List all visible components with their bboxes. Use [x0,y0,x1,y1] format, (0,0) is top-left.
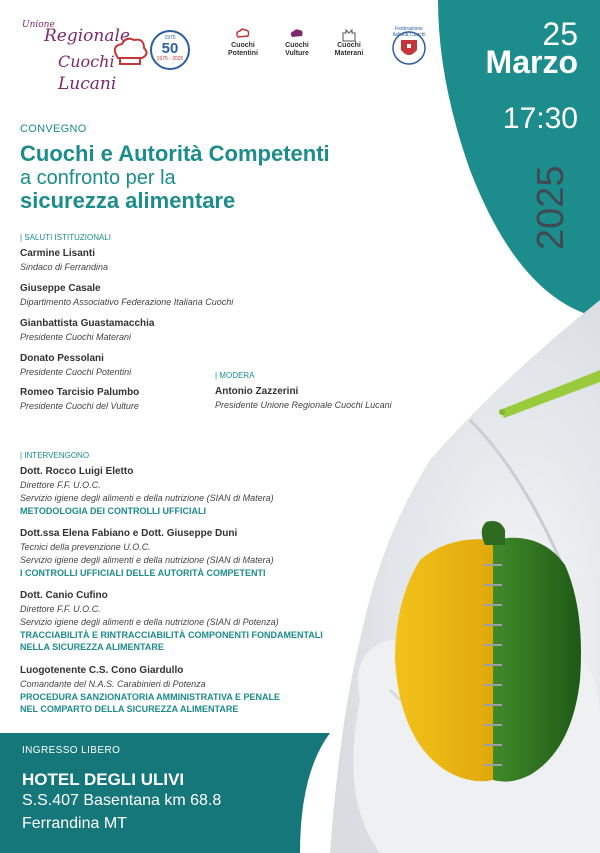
speaker-role: Direttore F.F. U.O.C. [20,604,101,614]
person-name: Carmine Lisanti [20,248,96,259]
person-role: Presidente Cuochi Potentini [20,367,132,377]
speaker [20,589,323,653]
person-role: Dipartimento Associativo Federazione Italiana Cuochi [20,297,234,307]
speaker-topic-cont: NELLA SICUREZZA ALIMENTARE [20,642,164,652]
saluti-person [20,247,108,274]
speaker-topic: TRACCIABILITÀ E RINTRACCIABILITÀ COMPONENTI FONDAMENTALI [20,630,323,640]
event-title-line2: a confronto per la [20,167,176,189]
speaker-role: Tecnici della prevenzione U.O.C. [20,542,151,552]
event-kicker: CONVEGNO [20,123,87,135]
speaker-topic: PROCEDURA SANZIONATORIA AMMINISTRATIVA E PENALE [20,692,281,702]
person-name: Romeo Tarcisio Palumbo [20,387,140,398]
logo-text-lucani: Lucani [58,74,117,94]
event-title-line3: sicurezza alimentare [20,188,236,213]
event-title-line1: Cuochi e Autorità Competenti [20,141,330,166]
speaker-role: Comandante del N.A.S. Carabinieri di Potenza [20,679,206,689]
person-role: Sindaco di Ferrandina [20,262,109,272]
saluti-person [20,352,131,379]
federazione-italiana-cuochi-logo [388,26,430,66]
cuochi-vulture-logo [274,28,320,64]
person-name: Giuseppe Casale [20,283,101,294]
speaker-department: Servizio igiene degli alimenti e della nutrizione (SIAN di Potenza) [20,617,279,627]
moderator [215,385,392,412]
chef-hat-icon [235,28,251,42]
person-name: Donato Pessolani [20,353,104,364]
cuochi-potentini-logo [220,28,266,64]
anniversary-top: 1975 [164,35,176,41]
fic-text: Federazione Italiana Cuochi [392,26,426,38]
event-month: Marzo [485,44,578,80]
speaker-name: Dott.ssa Elena Fabiano e Dott. Giuseppe Duni [20,528,238,539]
saluti-label: | SALUTI ISTITUZIONALI [20,233,111,242]
speaker-topic: I CONTROLLI UFFICIALI DELLE AUTORITÀ COMPETENTI [20,568,266,578]
speaker-name: Dott. Canio Cufino [20,590,108,601]
anniversary-bottom: 1975 - 2025 [156,56,184,62]
materani-text: Cuochi Materani [334,42,364,57]
venue-name: HOTEL DEGLI ULIVI [22,770,185,789]
cuochi-materani-logo [326,28,372,64]
castle-icon [341,28,357,42]
modera-label: | MODERA [215,371,255,380]
event-year: 2025 [530,165,572,250]
unione-regionale-cuochi-lucani-logo [18,18,153,98]
person-name: Gianbattista Guastamacchia [20,318,155,329]
intervengono-label: | INTERVENGONO [20,451,90,460]
speaker-department: Servizio igiene degli alimenti e della nutrizione (SIAN di Matera) [20,493,274,503]
logo-text-cuochi: Cuochi [58,52,115,71]
venue-address: S.S.407 Basentana km 68.8 [22,792,222,809]
speaker-name: Dott. Rocco Luigi Eletto [20,466,134,477]
saluti-person [20,282,233,309]
event-day: 25 [542,16,578,52]
speaker [20,664,280,715]
50-anniversary-logo [150,30,190,70]
event-time: 17:30 [502,102,578,135]
logo-text-regionale: Regionale [44,26,130,46]
event-year-wrapper [530,150,600,250]
moderator-role: Presidente Unione Regionale Cuochi Lucani [215,400,392,410]
speaker [20,527,274,579]
anniversary-number: 50 [161,40,179,57]
speaker-department: Servizio igiene degli alimenti e della nutrizione (SIAN di Matera) [20,555,274,565]
speaker-role: Direttore F.F. U.O.C. [20,480,101,490]
entry-info: INGRESSO LIBERO [22,745,121,756]
saluti-person [20,317,155,344]
person-role: Presidente Cuochi del Vulture [20,401,139,411]
chef-hat-icon [110,36,150,70]
speaker-topic-cont: NEL COMPARTO DELLA SICUREZZA ALIMENTARE [20,704,239,714]
speaker-name: Luogotenente C.S. Cono Giardullo [20,665,184,676]
person-role: Presidente Cuochi Materani [20,332,132,342]
saluti-person [20,386,139,413]
speaker [20,465,274,517]
shield-icon [388,26,430,66]
vulture-text: Cuochi Vulture [285,42,309,57]
potentini-text: Cuochi Potentini [228,42,258,57]
chef-hat-icon [289,28,305,42]
venue-city: Ferrandina MT [22,815,127,832]
moderator-name: Antonio Zazzerini [215,386,299,397]
logo-text-unione: Unione [22,20,55,30]
speaker-topic: METODOLOGIA DEI CONTROLLI UFFICIALI [20,506,206,516]
